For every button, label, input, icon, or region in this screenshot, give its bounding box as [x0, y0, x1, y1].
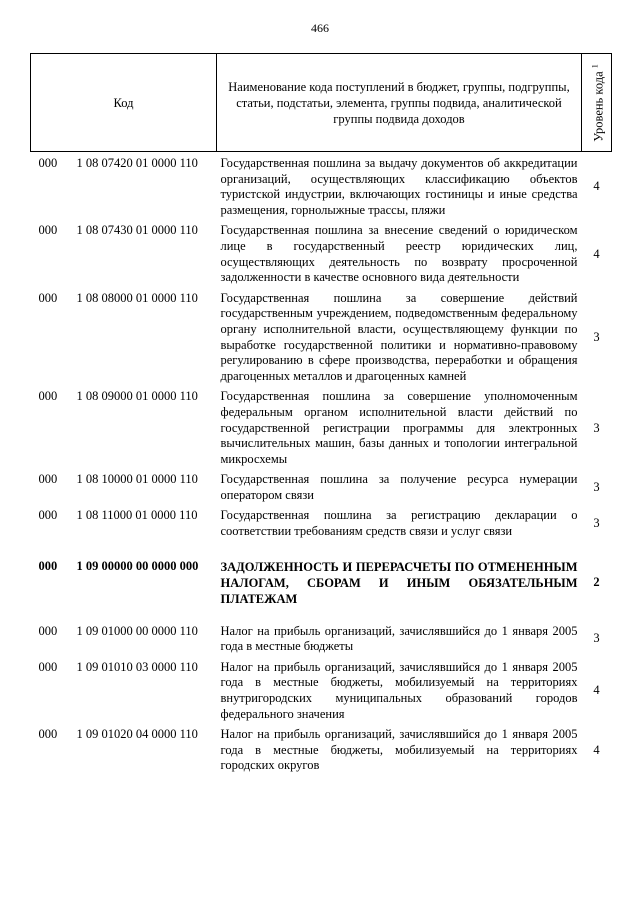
revenue-name: Налог на прибыль организаций, зачислявшийся до 1 января 2005 года в местные бюджеты, мобилизуемый на территориях внутригородских муниципальных образований городов федерального значения	[220, 659, 578, 721]
code-level: 4	[593, 179, 600, 194]
admin-code: 000	[38, 472, 58, 487]
table-row	[31, 223, 612, 290]
revenue-code: 1 09 01020 04 0000 110	[76, 727, 198, 742]
header-name: Наименование кода поступлений в бюджет, группы, подгруппы, статьи, подстатьи, элемента, группы подвида, аналитической группы подвида доходов	[217, 54, 582, 152]
table-row	[31, 612, 612, 660]
revenue-code: 1 09 00000 00 0000 000	[76, 558, 199, 573]
admin-code: 000	[38, 389, 58, 404]
revenue-codes-table	[30, 53, 612, 779]
revenue-code: 1 08 08000 01 0000 110	[76, 290, 198, 305]
revenue-name: Государственная пошлина за внесение сведений о юридическом лице в государственный реестр юридических лиц, осуществляющих деятельность по возврату просроченной задолженности в качестве основного вида деятельности	[220, 223, 578, 285]
header-level-label: Уровень кода $^1$	[589, 63, 606, 142]
revenue-code: 1 08 09000 01 0000 110	[76, 389, 198, 404]
table-row	[31, 291, 612, 390]
revenue-name: Государственная пошлина за получение ресурса нумерации оператором связи	[220, 472, 578, 502]
code-level: 3	[593, 516, 600, 531]
table-row	[31, 389, 612, 472]
header-level	[582, 54, 612, 152]
table-row	[31, 660, 612, 727]
page-number: 466	[311, 21, 329, 35]
table-row	[31, 508, 612, 544]
revenue-name: Государственная пошлина за совершение уполномоченным федеральным органом исполнительной власти действий по государственной регистрации программы для электронных вычислительных машин, базы данных и топологии интегральной микросхемы	[220, 389, 578, 466]
table-header-row	[31, 54, 612, 152]
admin-code: 000	[38, 558, 58, 573]
revenue-name: Государственная пошлина за выдачу документов об аккредитации организаций, осуществляющих классификацию объектов туристской индустрии, включающих гостиницы и иные средства размещения, горнолыжные трассы, пляжи	[220, 156, 578, 217]
revenue-name: ЗАДОЛЖЕННОСТЬ И ПЕРЕРАСЧЕТЫ ПО ОТМЕНЕННЫМ НАЛОГАМ, СБОРАМ И ИНЫМ ОБЯЗАТЕЛЬНЫМ ПЛАТЕЖАМ	[220, 559, 578, 606]
admin-code: 000	[38, 508, 58, 523]
revenue-code: 1 08 10000 01 0000 110	[76, 472, 198, 487]
code-level: 4	[593, 742, 600, 757]
header-level-footnote: 1	[589, 63, 599, 68]
header-code: Код	[31, 54, 217, 152]
code-level: 3	[593, 631, 600, 646]
admin-code: 000	[38, 727, 58, 742]
revenue-code: 1 08 07420 01 0000 110	[76, 156, 198, 170]
revenue-code: 1 08 11000 01 0000 110	[76, 508, 198, 523]
admin-code: 000	[38, 156, 58, 170]
revenue-name: Налог на прибыль организаций, зачислявшийся до 1 января 2005 года в местные бюджеты, мобилизуемый на территориях городских округов	[220, 727, 578, 773]
admin-code: 000	[38, 659, 58, 674]
code-level: 4	[593, 246, 600, 261]
table-row	[31, 727, 612, 779]
revenue-name: Государственная пошлина за регистрацию декларации о соответствии требованиям средств связи и услуг связи	[220, 508, 578, 539]
table-row	[31, 152, 612, 224]
table-row	[31, 472, 612, 508]
code-level: 3	[593, 329, 600, 344]
code-level: 4	[593, 683, 600, 698]
revenue-code: 1 09 01000 00 0000 110	[76, 623, 198, 638]
code-level: 2	[593, 574, 600, 589]
code-level: 3	[593, 480, 600, 495]
revenue-code: 1 08 07430 01 0000 110	[76, 223, 198, 238]
admin-code: 000	[38, 223, 58, 238]
table-row-section-heading	[31, 545, 612, 612]
admin-code: 000	[38, 623, 58, 638]
revenue-name: Налог на прибыль организаций, зачислявшийся до 1 января 2005 года в местные бюджеты	[220, 623, 578, 654]
code-level: 3	[593, 420, 600, 435]
revenue-name: Государственная пошлина за совершение действий государственным учреждением, подведомственным федеральному органу исполнительной власти, осуществляющему функции по выработке государственной политики и нормативно-правовому регулированию в сфере производства, переработки и обращения драгоценных металлов и драгоценных камней	[220, 290, 578, 383]
admin-code: 000	[38, 290, 58, 305]
revenue-code: 1 09 01010 03 0000 110	[76, 659, 198, 674]
